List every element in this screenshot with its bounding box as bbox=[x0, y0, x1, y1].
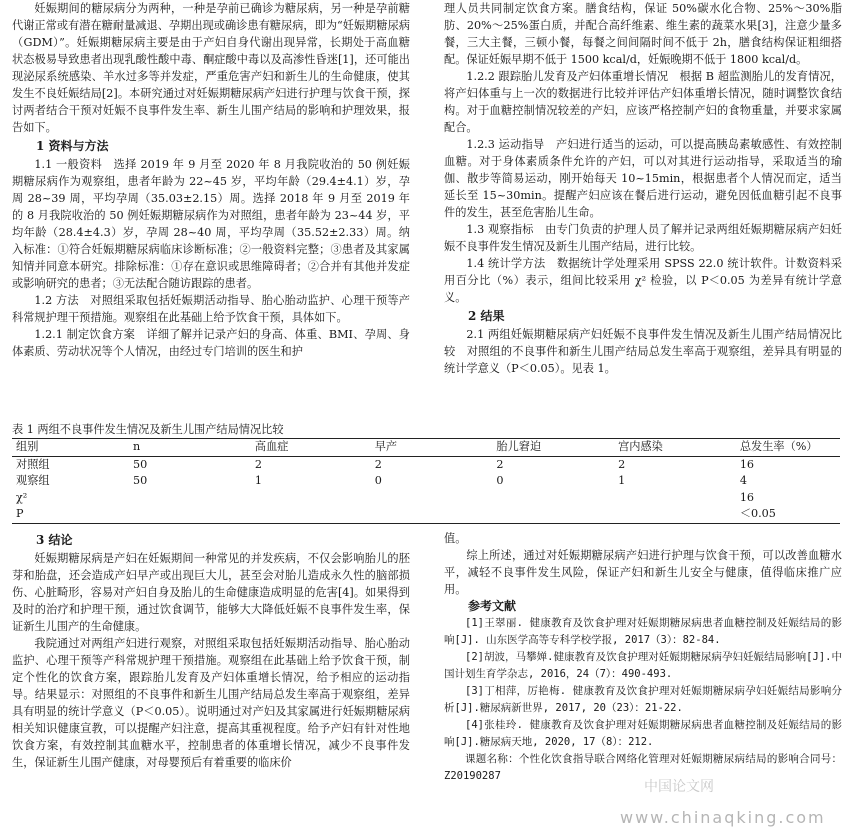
general-data-paragraph: 1.1 一般资料 选择 2019 年 9 月至 2020 年 8 月我院收治的 50 例妊娠期糖尿病作为观察组，患者年龄为 22~45 岁，平均年龄（29.4±4.1）岁，孕周 28~39 周，平均孕周（35.03±2.15）周。选择 2018 年 9 月至 2019 年的 8 月我院收治的 50 例妊娠期糖尿病作为对照组，患者年龄为 23~44 岁，平均年龄（28.4±4.3）岁，孕周 28~40 周，平均孕周（35.52±2.33）周。纳入标准：①符合妊娠期糖尿病临床诊断标准；②一般资料完整；③患者及其家属知情并同意本研究。排除标准：①存在意识或思维障碍者；②合并有其他并发症或影响研究的患者；③无法配合随访跟踪的患者。 bbox=[12, 158, 410, 290]
table-cell: 1 bbox=[254, 474, 262, 488]
faint-watermark: 中国论文网 bbox=[644, 779, 714, 795]
references-list bbox=[444, 615, 842, 785]
table-cell: 4 bbox=[739, 474, 747, 488]
table-cell bbox=[251, 506, 371, 523]
table-caption: 表 1 两组不良事件发生情况及新生儿围产结局情况比较 bbox=[12, 423, 284, 436]
table-cell bbox=[371, 506, 493, 523]
table-cell: 16 bbox=[739, 490, 755, 504]
section-heading-methods: 1 资料与方法 bbox=[36, 139, 109, 153]
results-table bbox=[12, 438, 840, 524]
header-total-rate: 总发生率（%） bbox=[736, 439, 840, 457]
table-cell: 对照组 bbox=[16, 457, 50, 471]
table-cell bbox=[129, 490, 251, 507]
header-intrauterine-infection: 宫内感染 bbox=[614, 439, 736, 457]
table-row bbox=[12, 506, 840, 523]
top-left-column bbox=[12, 0, 410, 360]
table-cell bbox=[492, 506, 614, 523]
reference-item: [2]胡波，马攀婵.健康教育及饮食护理对妊娠期糖尿病孕妇妊娠结局影响[J].中国计划生育学杂志, 2016，24（7）：490-493. bbox=[444, 651, 842, 680]
methods-paragraph: 1.2 方法 对照组采取包括妊娠期活动指导、胎心胎动监护、心理干预等产科常规护理干预措施。观察组在此基础上给予饮食干预，具体如下。 bbox=[12, 294, 410, 324]
results-paragraph: 2.1 两组妊娠期糖尿病产妇妊娠不良事件发生情况及新生儿围产结局情况比较 对照组的不良事件和新生儿围产结局总发生率高于观察组，差异具有明显的统计学意义（P＜0.05）。见表 1。 bbox=[444, 328, 842, 375]
table-row bbox=[12, 490, 840, 507]
table-cell: 1 bbox=[618, 474, 626, 488]
conclusion-paragraph-1: 妊娠期糖尿病是产妇在妊娠期间一种常见的并发疾病，不仅会影响胎儿的胚芽和胎盘，还会造成产妇早产或出现巨大儿，甚至会对胎儿造成永久性的脑部损伤、心脏畸形，容易对产妇自身及胎儿的生命健康造成明显的危害[4]。如果得到及时的治疗和护理干预，通过饮食调节，能够大大降低妊娠不良事件发生率，保证新生儿围产的生命健康。 bbox=[12, 552, 410, 633]
conclusion-continued: 值。 bbox=[444, 532, 467, 545]
table-cell: 观察组 bbox=[16, 474, 50, 488]
reference-item: [3]丁相萍，厉艳梅. 健康教育及饮食护理对妊娠期糖尿病孕妇妊娠结局影响分析[J].糖尿病新世界, 2017, 20（23）：21-22. bbox=[444, 685, 842, 714]
table-cell bbox=[614, 490, 736, 507]
header-group: 组别 bbox=[12, 439, 129, 457]
table-cell: 2 bbox=[254, 457, 262, 471]
table-cell bbox=[371, 490, 493, 507]
exercise-paragraph: 1.2.3 运动指导 产妇进行适当的运动，可以提高胰岛素敏感性、有效控制血糖。对于身体素质条件允许的产妇，可以对其进行运动指导，采取适当的瑜伽、散步等简易运动，刚开始每天 10~15min，根据患者个人情况而定，适当延长至 15~30min。提醒产妇应该在餐后进行运动，避免因低血糖引起不良事件的发生，甚至危害胎儿生命。 bbox=[444, 138, 842, 219]
intro-paragraph: 妊娠期间的糖尿病分为两种，一种是孕前已确诊为糖尿病，另一种是孕前糖代谢正常或有潜在糖耐量减退、孕期出现或确诊患有糖尿病，即为“妊娠期糖尿病（GDM）”。妊娠期糖尿病主要是由于产妇自身代谢出现异常，长期处于高血糖状态极易导致患者出现乳酸性酸中毒、酮症酸中毒以及高渗性昏迷[1]，还可能出现泌尿系统感染、羊水过多等并发症，严重危害产妇和新生儿的生命健康，使其发生不良妊娠结局[2]。本研究通过对妊娠期糖尿病产妇进行护理与饮食干预，探讨两者结合干预对妊娠不良事件发生率、新生儿围产结局的影响和护理效果，报告如下。 bbox=[12, 2, 410, 134]
table-cell: 0 bbox=[496, 474, 504, 488]
table-header-row bbox=[12, 439, 840, 457]
header-hyperglycemia: 高血症 bbox=[251, 439, 371, 457]
table-cell: 2 bbox=[374, 457, 382, 471]
reference-item: [1]王翠丽. 健康教育及饮食护理对妊娠期糖尿病患者血糖控制及妊娠结局的影响[J]. 山东医学高等专科学校学报, 2017（3）：82-84. bbox=[444, 617, 842, 646]
header-fetal-distress: 胎儿窘迫 bbox=[492, 439, 614, 457]
site-watermark: www.chinaqking.com bbox=[620, 808, 826, 827]
table-cell: 16 bbox=[739, 457, 755, 471]
project-note: 课题名称：个性化饮食指导联合网络化管理对妊娠期糖尿病结局的影响合同号：Z20190287 bbox=[444, 753, 842, 782]
section-heading-results: 2 结果 bbox=[468, 309, 505, 323]
summary-paragraph: 综上所述，通过对妊娠期糖尿病产妇进行护理与饮食干预，可以改善血糖水平，减轻不良事件发生风险，保证产妇和新生儿安全与健康，值得临床推广应用。 bbox=[444, 549, 842, 596]
header-preterm: 早产 bbox=[371, 439, 493, 457]
conclusion-paragraph-2: 我院通过对两组产妇进行观察，对照组采取包括妊娠期活动指导、胎心胎动监护、心理干预等产科常规护理干预措施。观察组在此基础上给予饮食干预，制定个性化的饮食方案，跟踪胎儿发育及产妇体重增长情况，给予相应的运动指导。结果显示：对照组的不良事件和新生儿围产结局总发生率高于观察组，差异具有明显的统计学意义（P＜0.05）。说明通过对产妇及其家属进行妊娠期糖尿病相关知识健康宣教，可以提醒产妇注意，提高其重视程度。给予产妇有针对性地饮食方案，有效控制其血糖水平，控制患者的体重增长情况，减少不良事件发生，保证新生儿围产健康，对母婴预后有着重要的临床价 bbox=[12, 637, 410, 769]
statistics-paragraph: 1.4 统计学方法 数据统计学处理采用 SPSS 22.0 统计软件。计数资料采用百分比（%）表示，组间比较采用 χ² 检验，以 P＜0.05 为差异有统计学意义。 bbox=[444, 257, 842, 304]
table-cell: 50 bbox=[133, 457, 148, 471]
table-cell bbox=[492, 490, 614, 507]
bottom-right-column bbox=[444, 530, 842, 785]
table-cell: χ² bbox=[16, 490, 28, 504]
reference-item: [4]张桂玲. 健康教育及饮食护理对妊娠期糖尿病患者血糖控制及妊娠结局的影响[J].糖尿病天地, 2020, 17（8）：212. bbox=[444, 719, 842, 748]
header-n: n bbox=[129, 439, 251, 457]
table-cell: P bbox=[12, 506, 129, 523]
table-cell bbox=[614, 506, 736, 523]
table-cell: 50 bbox=[133, 474, 148, 488]
table-cell bbox=[129, 506, 251, 523]
table-cell: ＜0.05 bbox=[736, 506, 840, 523]
table-cell: 0 bbox=[374, 474, 382, 488]
table-row bbox=[12, 456, 840, 473]
indicators-paragraph: 1.3 观察指标 由专门负责的护理人员了解并记录两组妊娠期糖尿病产妇妊娠不良事件发生情况及新生儿围产结局，进行比较。 bbox=[444, 223, 842, 253]
bottom-left-column bbox=[12, 530, 410, 771]
table-row bbox=[12, 473, 840, 490]
diet-plan-paragraph: 1.2.1 制定饮食方案 详细了解并记录产妇的身高、体重、BMI、孕周、身体素质、劳动状况等个人情况，由经过专门培训的医生和护 bbox=[12, 328, 410, 358]
references-heading: 参考文献 bbox=[468, 599, 517, 613]
table-cell: 2 bbox=[618, 457, 626, 471]
section-heading-conclusion: 3 结论 bbox=[36, 533, 73, 547]
top-right-column bbox=[444, 0, 842, 377]
table-cell bbox=[251, 490, 371, 507]
tracking-paragraph: 1.2.2 跟踪胎儿发育及产妇体重增长情况 根据 B 超监测胎儿的发育情况，将产妇体重与上一次的数据进行比较并评估产妇体重增长情况，随时调整饮食结构。对于血糖控制情况较差的产妇，应该严格控制产妇的食物重量，并要求家属配合。 bbox=[444, 70, 842, 134]
table-cell: 2 bbox=[496, 457, 504, 471]
diet-plan-continued: 理人员共同制定饮食方案。膳食结构，保证 50%碳水化合物、25%～30%脂肪、20%～25%蛋白质，并配合高纤维素、维生素的蔬菜水果[3]，注意少量多餐，三大主餐，三顿小餐，每餐之间间隔时间不低于 2h，膳食结构保证粗细搭配。保证妊娠早期不低于 1500 kcal/d，妊娠晚期不低于 1800 kcal/d。 bbox=[444, 2, 842, 66]
